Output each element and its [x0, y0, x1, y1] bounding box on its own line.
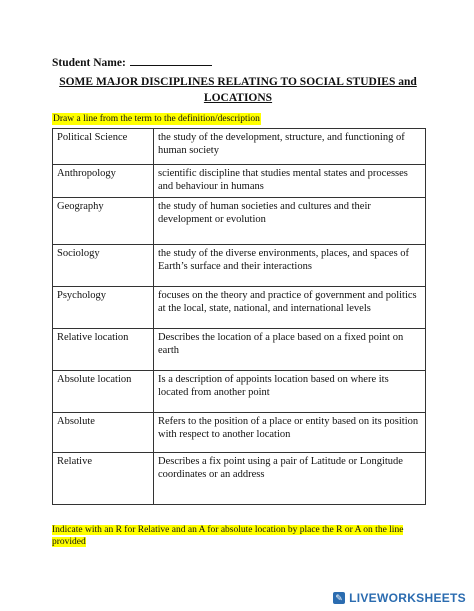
instruction-matching: Draw a line from the term to the definition/description [53, 114, 260, 124]
matching-table [52, 128, 426, 505]
term-cell[interactable]: Absolute location [53, 371, 154, 413]
table-row [53, 198, 426, 245]
term-cell[interactable]: Anthropology [53, 165, 154, 198]
student-name-field [52, 55, 212, 69]
definition-cell[interactable]: focuses on the theory and practice of government and politics at the local, state, national, and international levels [154, 287, 426, 329]
table-row [53, 165, 426, 198]
table-row [53, 371, 426, 413]
definition-cell[interactable]: scientific discipline that studies mental states and processes and behaviour in humans [154, 165, 426, 198]
instruction-r-or-a [52, 524, 432, 548]
brand-name: LIVEWORKSHEETS [349, 591, 466, 605]
student-name-label: Student Name: [52, 57, 126, 69]
instruction-r-or-a-text: Indicate with an R for Relative and an A for absolute location by place the R or A on the line provided [52, 525, 404, 547]
definition-cell[interactable]: Is a description of appoints location based on where its located from another point [154, 371, 426, 413]
liveworksheets-logo [333, 591, 466, 605]
term-cell[interactable]: Geography [53, 198, 154, 245]
term-cell[interactable]: Sociology [53, 245, 154, 287]
table-row [53, 413, 426, 453]
liveworksheets-icon: ✎ [333, 592, 345, 604]
table-row [53, 453, 426, 505]
term-cell[interactable]: Political Science [53, 129, 154, 165]
term-cell[interactable]: Psychology [53, 287, 154, 329]
student-name-line [130, 55, 212, 66]
definition-cell[interactable]: the study of the development, structure, and functioning of human society [154, 129, 426, 165]
term-cell[interactable]: Relative [53, 453, 154, 505]
table-row [53, 245, 426, 287]
definition-cell[interactable]: Describes a fix point using a pair of Latitude or Longitude coordinates or an address [154, 453, 426, 505]
term-cell[interactable]: Relative location [53, 329, 154, 371]
term-cell[interactable]: Absolute [53, 413, 154, 453]
table-row [53, 129, 426, 165]
table-row [53, 329, 426, 371]
definition-cell[interactable]: the study of the diverse environments, places, and spaces of Earth’s surface and their interactions [154, 245, 426, 287]
definition-cell[interactable]: the study of human societies and cultures and their development or evolution [154, 198, 426, 245]
definition-cell[interactable]: Refers to the position of a place or entity based on its position with respect to another location [154, 413, 426, 453]
definition-cell[interactable]: Describes the location of a place based on a fixed point on earth [154, 329, 426, 371]
worksheet-title: SOME MAJOR DISCIPLINES RELATING TO SOCIAL STUDIES and LOCATIONS [59, 76, 417, 104]
table-row [53, 287, 426, 329]
